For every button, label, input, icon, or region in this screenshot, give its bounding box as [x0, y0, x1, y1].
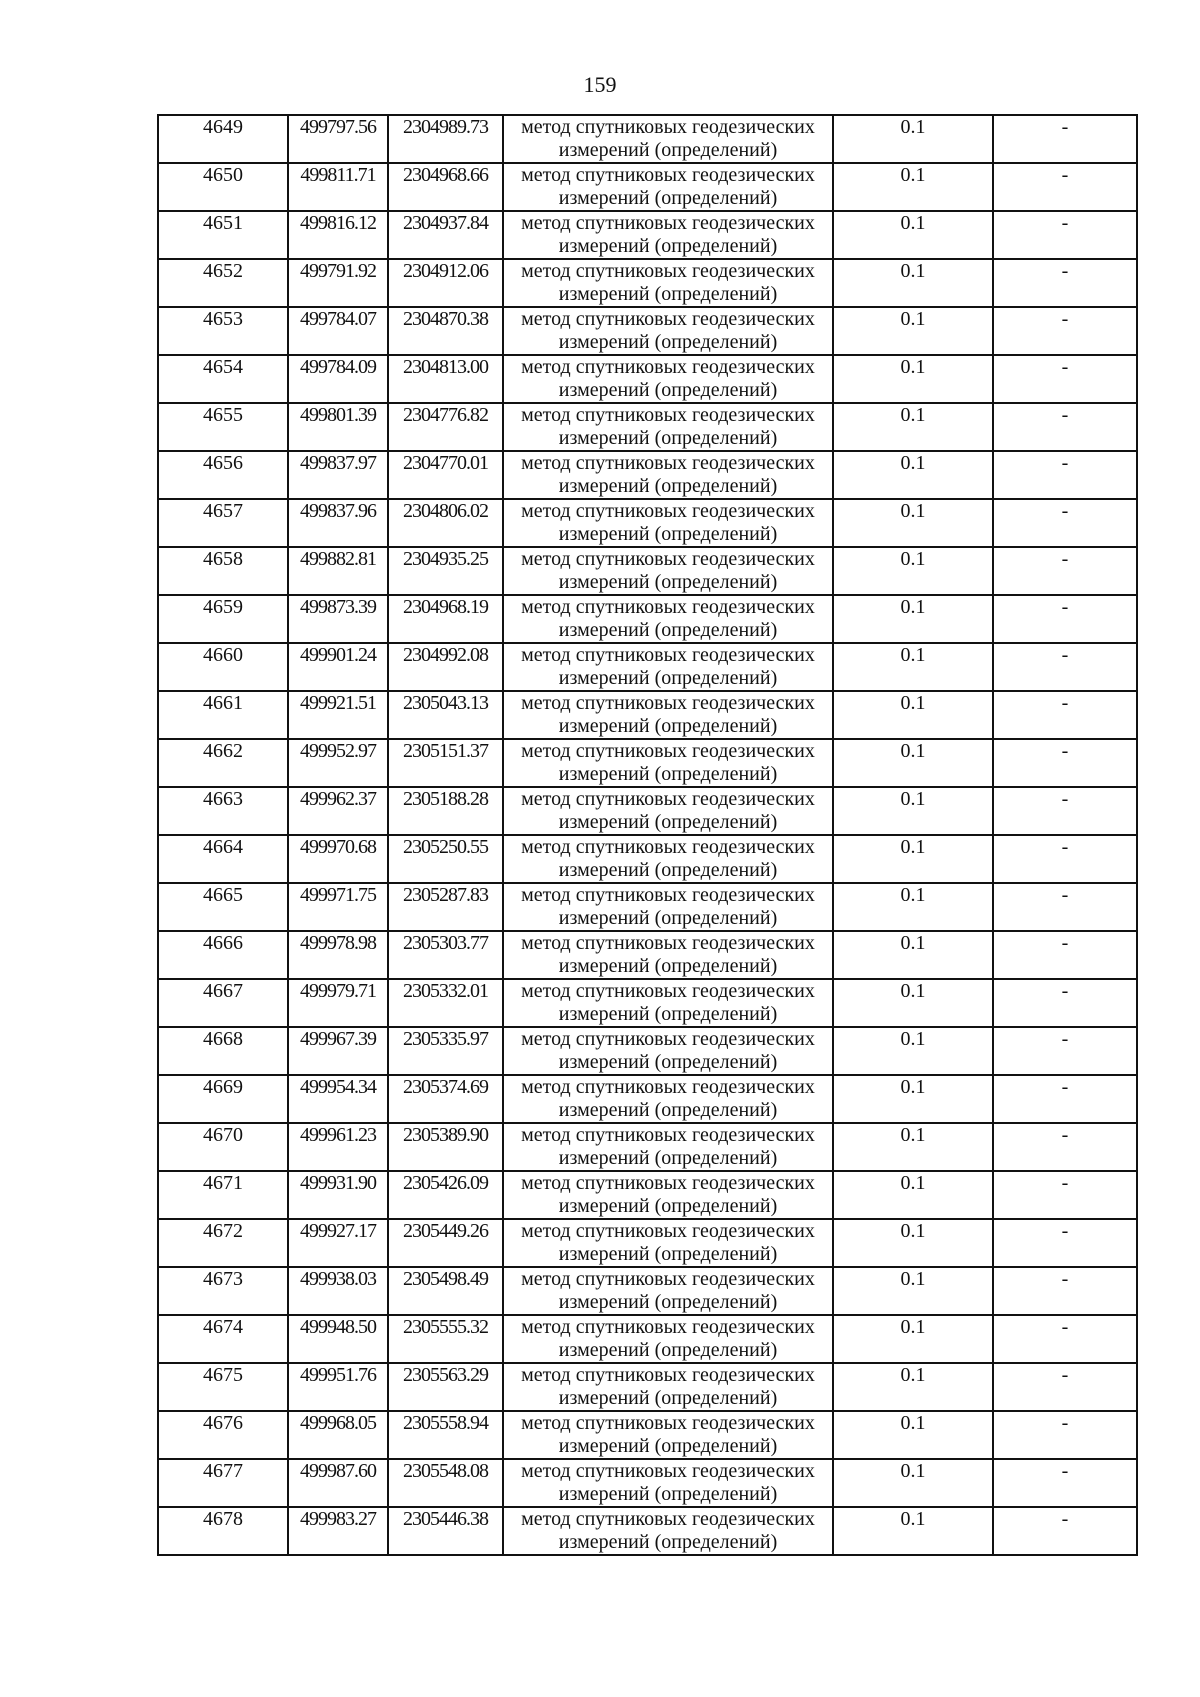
y-coordinate-cell: 2304968.66	[388, 163, 503, 211]
method-cell: метод спутниковых геодезических измерений (определений)	[503, 547, 833, 595]
note-cell: -	[993, 835, 1137, 883]
note-cell: -	[993, 307, 1137, 355]
accuracy-cell: 0.1	[833, 355, 993, 403]
note-cell: -	[993, 979, 1137, 1027]
y-coordinate-cell: 2305188.28	[388, 787, 503, 835]
point-number-cell: 4655	[158, 403, 288, 451]
accuracy-cell: 0.1	[833, 451, 993, 499]
point-number-cell: 4660	[158, 643, 288, 691]
point-number-cell: 4672	[158, 1219, 288, 1267]
table-row	[158, 1315, 1137, 1363]
method-cell: метод спутниковых геодезических измерений (определений)	[503, 163, 833, 211]
table-row	[158, 835, 1137, 883]
method-cell: метод спутниковых геодезических измерений (определений)	[503, 1411, 833, 1459]
method-cell: метод спутниковых геодезических измерений (определений)	[503, 835, 833, 883]
note-cell: -	[993, 1459, 1137, 1507]
method-cell: метод спутниковых геодезических измерений (определений)	[503, 643, 833, 691]
x-coordinate-cell: 499978.98	[288, 931, 388, 979]
x-coordinate-cell: 499961.23	[288, 1123, 388, 1171]
note-cell: -	[993, 451, 1137, 499]
table-row	[158, 1075, 1137, 1123]
table-row	[158, 163, 1137, 211]
table-row	[158, 355, 1137, 403]
method-cell: метод спутниковых геодезических измерений (определений)	[503, 115, 833, 163]
method-cell: метод спутниковых геодезических измерений (определений)	[503, 1219, 833, 1267]
table-row	[158, 1123, 1137, 1171]
note-cell: -	[993, 1219, 1137, 1267]
accuracy-cell: 0.1	[833, 1123, 993, 1171]
accuracy-cell: 0.1	[833, 595, 993, 643]
x-coordinate-cell: 499948.50	[288, 1315, 388, 1363]
accuracy-cell: 0.1	[833, 787, 993, 835]
x-coordinate-cell: 499968.05	[288, 1411, 388, 1459]
note-cell: -	[993, 1171, 1137, 1219]
y-coordinate-cell: 2304776.82	[388, 403, 503, 451]
y-coordinate-cell: 2304968.19	[388, 595, 503, 643]
y-coordinate-cell: 2304770.01	[388, 451, 503, 499]
y-coordinate-cell: 2305332.01	[388, 979, 503, 1027]
table-row	[158, 979, 1137, 1027]
point-number-cell: 4678	[158, 1507, 288, 1555]
note-cell: -	[993, 1123, 1137, 1171]
note-cell: -	[993, 259, 1137, 307]
table-row	[158, 643, 1137, 691]
table-row	[158, 1027, 1137, 1075]
x-coordinate-cell: 499979.71	[288, 979, 388, 1027]
note-cell: -	[993, 787, 1137, 835]
accuracy-cell: 0.1	[833, 547, 993, 595]
table-body	[158, 115, 1137, 1555]
table-row	[158, 547, 1137, 595]
method-cell: метод спутниковых геодезических измерений (определений)	[503, 739, 833, 787]
table-row	[158, 499, 1137, 547]
accuracy-cell: 0.1	[833, 1507, 993, 1555]
method-cell: метод спутниковых геодезических измерений (определений)	[503, 1171, 833, 1219]
method-cell: метод спутниковых геодезических измерений (определений)	[503, 595, 833, 643]
point-number-cell: 4651	[158, 211, 288, 259]
x-coordinate-cell: 499791.92	[288, 259, 388, 307]
table-row	[158, 1219, 1137, 1267]
y-coordinate-cell: 2305374.69	[388, 1075, 503, 1123]
method-cell: метод спутниковых геодезических измерений (определений)	[503, 1267, 833, 1315]
table-row	[158, 259, 1137, 307]
y-coordinate-cell: 2305558.94	[388, 1411, 503, 1459]
point-number-cell: 4666	[158, 931, 288, 979]
table-row	[158, 307, 1137, 355]
y-coordinate-cell: 2305043.13	[388, 691, 503, 739]
accuracy-cell: 0.1	[833, 1363, 993, 1411]
point-number-cell: 4665	[158, 883, 288, 931]
point-number-cell: 4664	[158, 835, 288, 883]
y-coordinate-cell: 2305287.83	[388, 883, 503, 931]
accuracy-cell: 0.1	[833, 643, 993, 691]
accuracy-cell: 0.1	[833, 883, 993, 931]
y-coordinate-cell: 2305563.29	[388, 1363, 503, 1411]
accuracy-cell: 0.1	[833, 739, 993, 787]
point-number-cell: 4667	[158, 979, 288, 1027]
y-coordinate-cell: 2305389.90	[388, 1123, 503, 1171]
accuracy-cell: 0.1	[833, 1075, 993, 1123]
note-cell: -	[993, 403, 1137, 451]
table-row	[158, 403, 1137, 451]
point-number-cell: 4673	[158, 1267, 288, 1315]
point-number-cell: 4669	[158, 1075, 288, 1123]
accuracy-cell: 0.1	[833, 1171, 993, 1219]
table-row	[158, 1507, 1137, 1555]
x-coordinate-cell: 499801.39	[288, 403, 388, 451]
note-cell: -	[993, 1315, 1137, 1363]
point-number-cell: 4668	[158, 1027, 288, 1075]
page-number: 159	[583, 72, 617, 97]
note-cell: -	[993, 1411, 1137, 1459]
x-coordinate-cell: 499816.12	[288, 211, 388, 259]
x-coordinate-cell: 499970.68	[288, 835, 388, 883]
note-cell: -	[993, 499, 1137, 547]
accuracy-cell: 0.1	[833, 1219, 993, 1267]
y-coordinate-cell: 2305555.32	[388, 1315, 503, 1363]
note-cell: -	[993, 355, 1137, 403]
note-cell: -	[993, 163, 1137, 211]
note-cell: -	[993, 1027, 1137, 1075]
point-number-cell: 4652	[158, 259, 288, 307]
y-coordinate-cell: 2304813.00	[388, 355, 503, 403]
accuracy-cell: 0.1	[833, 307, 993, 355]
table-row	[158, 883, 1137, 931]
y-coordinate-cell: 2305151.37	[388, 739, 503, 787]
point-number-cell: 4662	[158, 739, 288, 787]
point-number-cell: 4661	[158, 691, 288, 739]
table-row	[158, 1411, 1137, 1459]
point-number-cell: 4677	[158, 1459, 288, 1507]
method-cell: метод спутниковых геодезических измерений (определений)	[503, 1363, 833, 1411]
table-row	[158, 595, 1137, 643]
accuracy-cell: 0.1	[833, 403, 993, 451]
note-cell: -	[993, 115, 1137, 163]
table-row	[158, 1459, 1137, 1507]
accuracy-cell: 0.1	[833, 259, 993, 307]
accuracy-cell: 0.1	[833, 1315, 993, 1363]
table-row	[158, 931, 1137, 979]
method-cell: метод спутниковых геодезических измерений (определений)	[503, 1123, 833, 1171]
note-cell: -	[993, 547, 1137, 595]
method-cell: метод спутниковых геодезических измерений (определений)	[503, 1315, 833, 1363]
note-cell: -	[993, 1507, 1137, 1555]
note-cell: -	[993, 1363, 1137, 1411]
point-number-cell: 4653	[158, 307, 288, 355]
accuracy-cell: 0.1	[833, 691, 993, 739]
method-cell: метод спутниковых геодезических измерений (определений)	[503, 979, 833, 1027]
accuracy-cell: 0.1	[833, 1267, 993, 1315]
method-cell: метод спутниковых геодезических измерений (определений)	[503, 307, 833, 355]
accuracy-cell: 0.1	[833, 1459, 993, 1507]
y-coordinate-cell: 2304992.08	[388, 643, 503, 691]
y-coordinate-cell: 2305303.77	[388, 931, 503, 979]
x-coordinate-cell: 499952.97	[288, 739, 388, 787]
note-cell: -	[993, 211, 1137, 259]
y-coordinate-cell: 2304937.84	[388, 211, 503, 259]
accuracy-cell: 0.1	[833, 1027, 993, 1075]
table-row	[158, 739, 1137, 787]
table-row	[158, 691, 1137, 739]
y-coordinate-cell: 2304806.02	[388, 499, 503, 547]
y-coordinate-cell: 2305446.38	[388, 1507, 503, 1555]
accuracy-cell: 0.1	[833, 1411, 993, 1459]
point-number-cell: 4649	[158, 115, 288, 163]
x-coordinate-cell: 499987.60	[288, 1459, 388, 1507]
accuracy-cell: 0.1	[833, 979, 993, 1027]
point-number-cell: 4658	[158, 547, 288, 595]
method-cell: метод спутниковых геодезических измерений (определений)	[503, 691, 833, 739]
x-coordinate-cell: 499797.56	[288, 115, 388, 163]
accuracy-cell: 0.1	[833, 115, 993, 163]
point-number-cell: 4659	[158, 595, 288, 643]
x-coordinate-cell: 499921.51	[288, 691, 388, 739]
x-coordinate-cell: 499962.37	[288, 787, 388, 835]
y-coordinate-cell: 2305335.97	[388, 1027, 503, 1075]
method-cell: метод спутниковых геодезических измерений (определений)	[503, 1075, 833, 1123]
method-cell: метод спутниковых геодезических измерений (определений)	[503, 787, 833, 835]
coordinates-table	[157, 114, 1138, 1556]
x-coordinate-cell: 499967.39	[288, 1027, 388, 1075]
point-number-cell: 4671	[158, 1171, 288, 1219]
point-number-cell: 4656	[158, 451, 288, 499]
x-coordinate-cell: 499951.76	[288, 1363, 388, 1411]
accuracy-cell: 0.1	[833, 499, 993, 547]
note-cell: -	[993, 691, 1137, 739]
point-number-cell: 4657	[158, 499, 288, 547]
method-cell: метод спутниковых геодезических измерений (определений)	[503, 1459, 833, 1507]
x-coordinate-cell: 499931.90	[288, 1171, 388, 1219]
method-cell: метод спутниковых геодезических измерений (определений)	[503, 931, 833, 979]
method-cell: метод спутниковых геодезических измерений (определений)	[503, 403, 833, 451]
method-cell: метод спутниковых геодезических измерений (определений)	[503, 1027, 833, 1075]
point-number-cell: 4650	[158, 163, 288, 211]
method-cell: метод спутниковых геодезических измерений (определений)	[503, 499, 833, 547]
x-coordinate-cell: 499901.24	[288, 643, 388, 691]
table-row	[158, 787, 1137, 835]
accuracy-cell: 0.1	[833, 163, 993, 211]
x-coordinate-cell: 499784.09	[288, 355, 388, 403]
x-coordinate-cell: 499873.39	[288, 595, 388, 643]
point-number-cell: 4676	[158, 1411, 288, 1459]
note-cell: -	[993, 931, 1137, 979]
x-coordinate-cell: 499971.75	[288, 883, 388, 931]
y-coordinate-cell: 2304912.06	[388, 259, 503, 307]
y-coordinate-cell: 2305250.55	[388, 835, 503, 883]
y-coordinate-cell: 2305426.09	[388, 1171, 503, 1219]
y-coordinate-cell: 2304870.38	[388, 307, 503, 355]
table-row	[158, 115, 1137, 163]
point-number-cell: 4670	[158, 1123, 288, 1171]
table-row	[158, 1267, 1137, 1315]
x-coordinate-cell: 499837.96	[288, 499, 388, 547]
accuracy-cell: 0.1	[833, 211, 993, 259]
x-coordinate-cell: 499811.71	[288, 163, 388, 211]
accuracy-cell: 0.1	[833, 835, 993, 883]
point-number-cell: 4674	[158, 1315, 288, 1363]
point-number-cell: 4654	[158, 355, 288, 403]
x-coordinate-cell: 499837.97	[288, 451, 388, 499]
x-coordinate-cell: 499882.81	[288, 547, 388, 595]
x-coordinate-cell: 499938.03	[288, 1267, 388, 1315]
point-number-cell: 4675	[158, 1363, 288, 1411]
accuracy-cell: 0.1	[833, 931, 993, 979]
x-coordinate-cell: 499927.17	[288, 1219, 388, 1267]
x-coordinate-cell: 499784.07	[288, 307, 388, 355]
x-coordinate-cell: 499983.27	[288, 1507, 388, 1555]
method-cell: метод спутниковых геодезических измерений (определений)	[503, 451, 833, 499]
method-cell: метод спутниковых геодезических измерений (определений)	[503, 211, 833, 259]
y-coordinate-cell: 2305498.49	[388, 1267, 503, 1315]
table-row	[158, 211, 1137, 259]
x-coordinate-cell: 499954.34	[288, 1075, 388, 1123]
y-coordinate-cell: 2305449.26	[388, 1219, 503, 1267]
note-cell: -	[993, 739, 1137, 787]
note-cell: -	[993, 1267, 1137, 1315]
note-cell: -	[993, 595, 1137, 643]
y-coordinate-cell: 2304989.73	[388, 115, 503, 163]
point-number-cell: 4663	[158, 787, 288, 835]
table-row	[158, 451, 1137, 499]
method-cell: метод спутниковых геодезических измерений (определений)	[503, 1507, 833, 1555]
table-row	[158, 1363, 1137, 1411]
method-cell: метод спутниковых геодезических измерений (определений)	[503, 883, 833, 931]
table-row	[158, 1171, 1137, 1219]
method-cell: метод спутниковых геодезических измерений (определений)	[503, 355, 833, 403]
y-coordinate-cell: 2304935.25	[388, 547, 503, 595]
note-cell: -	[993, 1075, 1137, 1123]
note-cell: -	[993, 643, 1137, 691]
y-coordinate-cell: 2305548.08	[388, 1459, 503, 1507]
method-cell: метод спутниковых геодезических измерений (определений)	[503, 259, 833, 307]
note-cell: -	[993, 883, 1137, 931]
